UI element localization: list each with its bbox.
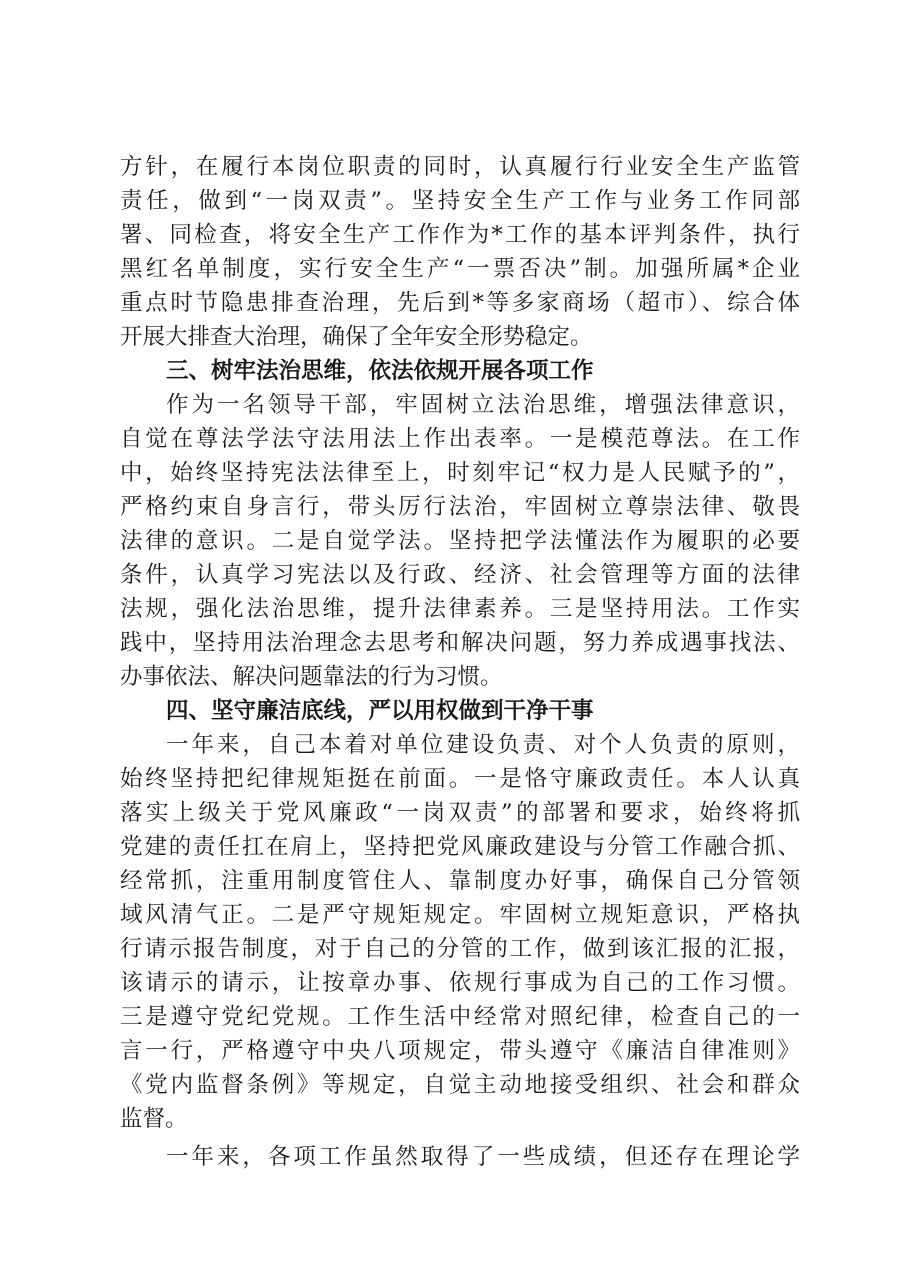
body-line: 三是遵守党纪党规。工作生活中经常对照纪律，检查自己的一 (120, 1004, 800, 1030)
body-line: 方针，在履行本岗位职责的同时，认真履行行业安全生产监管 (120, 154, 800, 180)
body-line: 一年来，自己本着对单位建设负责、对个人负责的原则， (166, 732, 800, 758)
body-line: 法律的意识。二是自觉学法。坚持把学法懂法作为履职的必要 (120, 528, 800, 554)
body-line: 始终坚持把纪律规矩挺在前面。一是恪守廉政责任。本人认真 (120, 766, 800, 792)
body-line: 《党内监督条例》等规定，自觉主动地接受组织、社会和群众 (120, 1072, 800, 1098)
body-line: 该请示的请示，让按章办事、依规行事成为自己的工作习惯。 (120, 970, 800, 996)
body-line: 黑红名单制度，实行安全生产“一票否决”制。加强所属*企业 (120, 256, 800, 282)
body-line: 条件，认真学习宪法以及行政、经济、社会管理等方面的法律 (120, 562, 800, 588)
body-line: 言一行，严格遵守中央八项规定，带头遵守《廉洁自律准则》 (120, 1038, 800, 1064)
body-line: 署、同检查，将安全生产工作作为*工作的基本评判条件，执行 (120, 222, 800, 248)
body-line: 作为一名领导干部，牢固树立法治思维，增强法律意识， (166, 392, 800, 418)
body-line: 经常抓，注重用制度管住人、靠制度办好事，确保自己分管领 (120, 868, 800, 894)
body-line: 践中，坚持用法治理念去思考和解决问题，努力养成遇事找法、 (120, 630, 800, 656)
body-line: 法规，强化法治思维，提升法律素养。三是坚持用法。工作实 (120, 596, 800, 622)
body-line: 自觉在尊法学法守法用法上作出表率。一是模范尊法。在工作 (120, 426, 800, 452)
body-line: 一年来，各项工作虽然取得了一些成绩，但还存在理论学 (166, 1144, 800, 1170)
section-heading: 四、坚守廉洁底线，严以用权做到干净干事 (166, 698, 594, 724)
body-line: 域风清气正。二是严守规矩规定。牢固树立规矩意识，严格执 (120, 902, 800, 928)
body-line: 监督。 (120, 1106, 188, 1132)
body-line: 落实上级关于党风廉政“一岗双责”的部署和要求，始终将抓 (120, 800, 800, 826)
body-line: 中，始终坚持宪法法律至上，时刻牢记“权力是人民赋予的”， (120, 460, 800, 486)
body-line: 开展大排查大治理，确保了全年安全形势稳定。 (120, 324, 593, 350)
body-line: 党建的责任扛在肩上，坚持把党风廉政建设与分管工作融合抓、 (120, 834, 800, 860)
body-line: 行请示报告制度，对于自己的分管的工作，做到该汇报的汇报， (120, 936, 800, 962)
section-heading: 三、树牢法治思维，依法依规开展各项工作 (166, 358, 594, 384)
body-line: 办事依法、解决问题靠法的行为习惯。 (120, 664, 503, 690)
body-line: 重点时节隐患排查治理，先后到*等多家商场（超市）、综合体 (120, 290, 800, 316)
body-line: 严格约束自身言行，带头厉行法治，牢固树立尊崇法律、敬畏 (120, 494, 800, 520)
body-line: 责任，做到“一岗双责”。坚持安全生产工作与业务工作同部 (120, 188, 800, 214)
